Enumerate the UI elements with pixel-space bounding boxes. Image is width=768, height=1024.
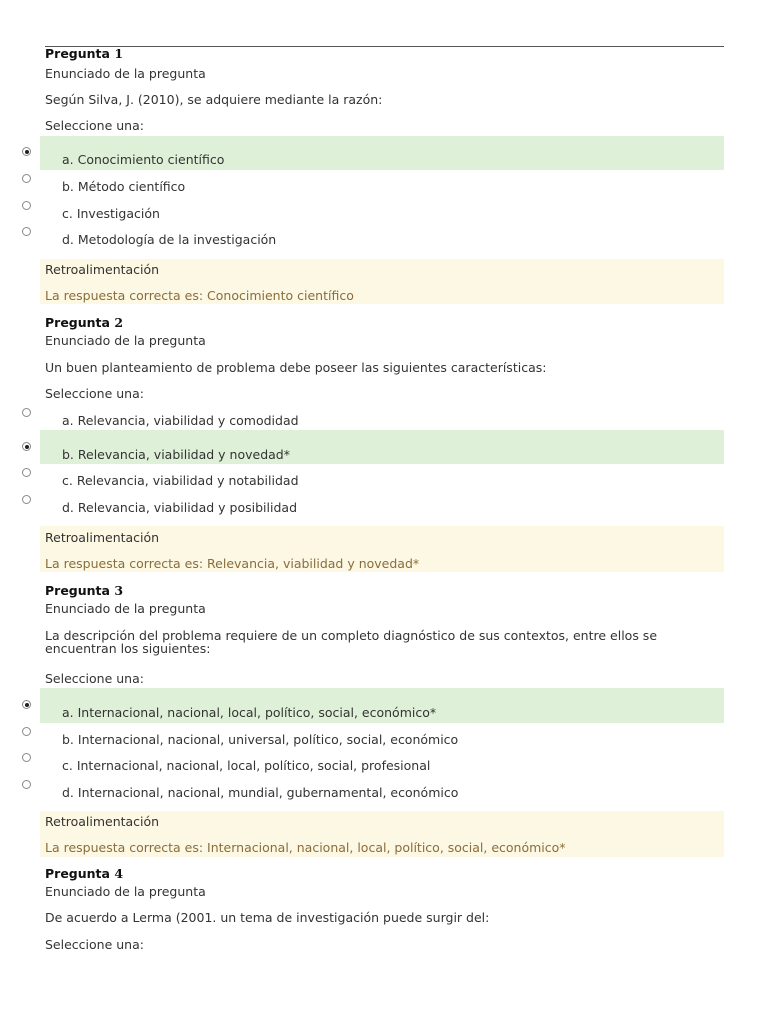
- feedback-heading: Retroalimentación: [45, 530, 160, 545]
- question-label: Pregunta: [45, 315, 110, 330]
- question-text: Según Silva, J. (2010), se adquiere mediante la razón:: [45, 92, 383, 107]
- question-text: Un buen planteamiento de problema debe poseer las siguientes características:: [45, 360, 547, 375]
- question-text: La descripción del problema requiere de un completo diagnóstico de sus contextos, entre ellos se encuentran los siguientes:: [45, 628, 658, 656]
- question-number: 1: [114, 46, 124, 61]
- feedback-heading: Retroalimentación: [45, 262, 160, 277]
- option-label-a[interactable]: a. Internacional, nacional, local, político, social, económico*: [62, 705, 437, 720]
- option-label-d[interactable]: d. Internacional, nacional, mundial, gubernamental, económico: [62, 785, 459, 800]
- feedback-correct-answer: La respuesta correcta es: Internacional, nacional, local, político, social, económico*: [45, 840, 566, 855]
- radio-option-a[interactable]: [22, 700, 31, 709]
- option-label-a[interactable]: a. Conocimiento científico: [62, 152, 225, 167]
- option-label-d[interactable]: d. Metodología de la investigación: [62, 232, 277, 247]
- radio-option-a[interactable]: [22, 408, 31, 417]
- select-prompt: Seleccione una:: [45, 937, 144, 952]
- option-label-c[interactable]: c. Investigación: [62, 206, 160, 221]
- radio-option-a[interactable]: [22, 147, 31, 156]
- question-title: [45, 866, 123, 881]
- option-label-b[interactable]: b. Internacional, nacional, universal, político, social, económico: [62, 732, 459, 747]
- question-number: 3: [114, 583, 124, 598]
- select-prompt: Seleccione una:: [45, 386, 144, 401]
- option-label-b[interactable]: b. Método científico: [62, 179, 186, 194]
- option-label-c[interactable]: c. Internacional, nacional, local, político, social, profesional: [62, 758, 431, 773]
- option-label-c[interactable]: c. Relevancia, viabilidad y notabilidad: [62, 473, 299, 488]
- question-label: Pregunta: [45, 866, 110, 881]
- select-prompt: Seleccione una:: [45, 118, 144, 133]
- radio-option-d[interactable]: [22, 780, 31, 789]
- question-label: Pregunta: [45, 46, 110, 61]
- option-label-d[interactable]: d. Relevancia, viabilidad y posibilidad: [62, 500, 297, 515]
- question-title: [45, 315, 123, 330]
- feedback-correct-answer: La respuesta correcta es: Relevancia, viabilidad y novedad*: [45, 556, 420, 571]
- radio-option-d[interactable]: [22, 227, 31, 236]
- radio-option-d[interactable]: [22, 495, 31, 504]
- statement-heading: Enunciado de la pregunta: [45, 333, 206, 348]
- question-number: 4: [114, 866, 124, 881]
- question-title: [45, 583, 123, 598]
- question-text: De acuerdo a Lerma (2001. un tema de investigación puede surgir del:: [45, 910, 490, 925]
- feedback-heading: Retroalimentación: [45, 814, 160, 829]
- radio-option-c[interactable]: [22, 201, 31, 210]
- option-label-b[interactable]: b. Relevancia, viabilidad y novedad*: [62, 447, 290, 462]
- question-title: [45, 46, 123, 61]
- radio-option-b[interactable]: [22, 442, 31, 451]
- feedback-correct-answer: La respuesta correcta es: Conocimiento científico: [45, 288, 354, 303]
- radio-option-b[interactable]: [22, 727, 31, 736]
- radio-option-b[interactable]: [22, 174, 31, 183]
- select-prompt: Seleccione una:: [45, 671, 144, 686]
- question-number: 2: [114, 315, 124, 330]
- top-divider: [45, 46, 724, 47]
- statement-heading: Enunciado de la pregunta: [45, 66, 206, 81]
- radio-option-c[interactable]: [22, 753, 31, 762]
- statement-heading: Enunciado de la pregunta: [45, 601, 206, 616]
- option-label-a[interactable]: a. Relevancia, viabilidad y comodidad: [62, 413, 299, 428]
- question-label: Pregunta: [45, 583, 110, 598]
- statement-heading: Enunciado de la pregunta: [45, 884, 206, 899]
- radio-option-c[interactable]: [22, 468, 31, 477]
